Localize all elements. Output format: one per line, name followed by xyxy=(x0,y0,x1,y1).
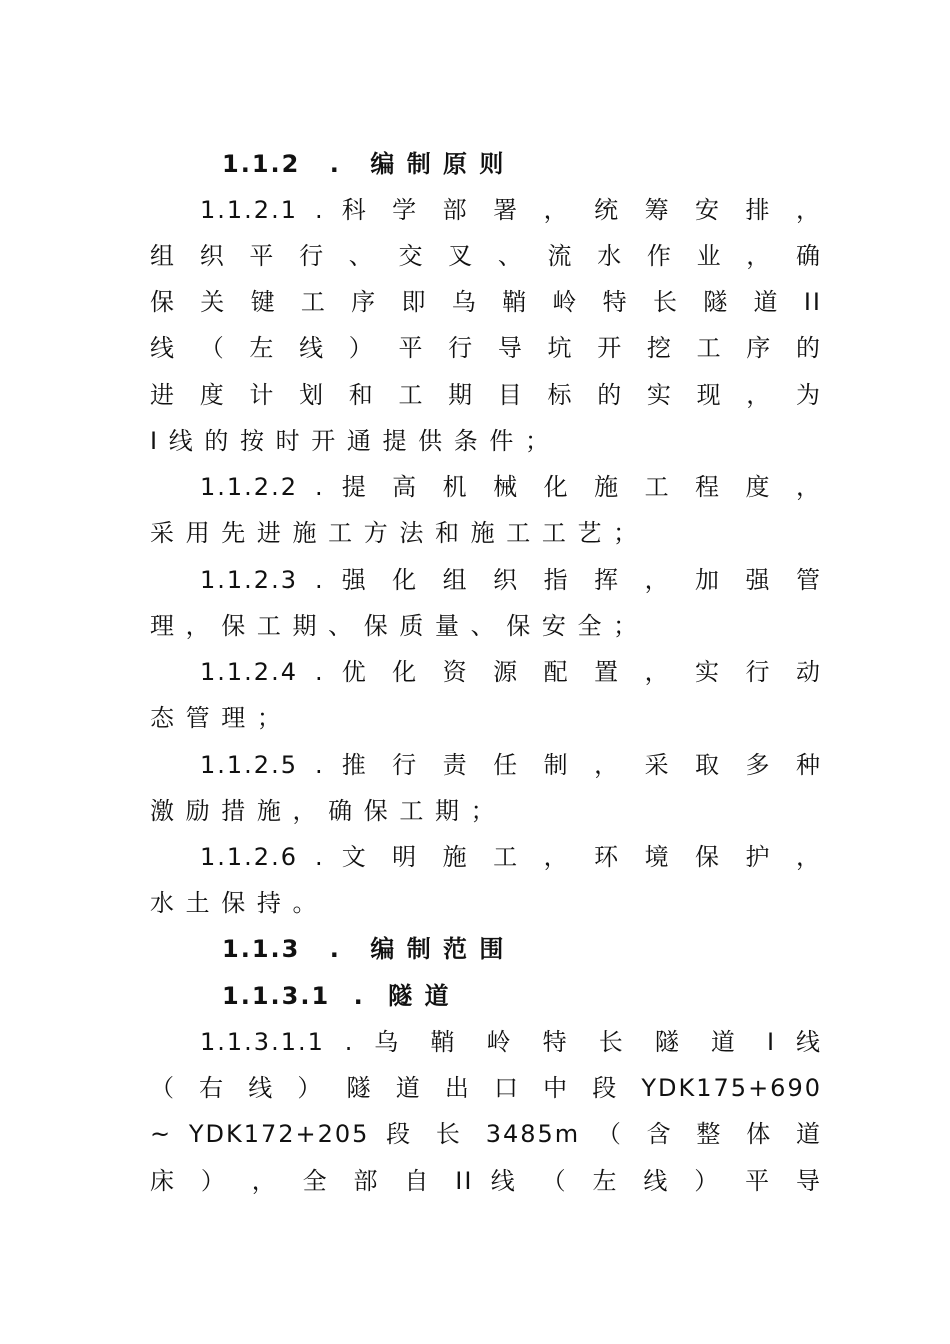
paragraph-line: 采 用 先 进 施 工 方 法 和 施 工 工 艺 ； xyxy=(150,519,640,547)
paragraph-line: 1.1.2.2 . 提 高 机 械 化 施 工 程 度 ， xyxy=(200,473,822,501)
heading-number: 1.1.3.1 xyxy=(222,982,331,1010)
paragraph-line: ~ YDK172+205 段 长 3485m （ 含 整 体 道 xyxy=(150,1120,822,1148)
paragraph-line: 1.1.2.1 . 科 学 部 署 ， 统 筹 安 排 ， xyxy=(200,196,822,224)
paragraph-line: 组 织 平 行 、 交 叉 、 流 水 作 业 ， 确 xyxy=(150,242,822,270)
paragraph-line: 线 （ 左 线 ） 平 行 导 坑 开 挖 工 序 的 xyxy=(150,334,822,362)
heading-number: 1.1.3 xyxy=(222,935,301,963)
heading-number: 1.1.2 xyxy=(222,150,301,178)
heading-title: 编 制 原 则 xyxy=(370,150,506,178)
paragraph-line: 1.1.2.4 . 优 化 资 源 配 置 ， 实 行 动 xyxy=(200,658,822,686)
section-heading-1-1-2 xyxy=(222,141,505,187)
section-heading-1-1-3-1 xyxy=(222,973,451,1019)
paragraph-line: 理 ， 保 工 期 、 保 质 量 、 保 安 全 ； xyxy=(150,612,640,640)
paragraph-line: 1.1.2.6 . 文 明 施 工 ， 环 境 保 护 ， xyxy=(200,843,822,871)
paragraph-line: 水 土 保 持 。 xyxy=(150,889,319,917)
heading-title: 隧 道 xyxy=(388,982,451,1010)
heading-title: 编 制 范 围 xyxy=(370,935,506,963)
heading-separator: . xyxy=(353,982,365,1010)
paragraph-line: （ 右 线 ） 隧 道 出 口 中 段 YDK175+690 xyxy=(150,1074,822,1102)
paragraph-line: 床 ） ， 全 部 自 II 线 （ 左 线 ） 平 导 xyxy=(150,1167,822,1195)
paragraph-line: 进 度 计 划 和 工 期 目 标 的 实 现 ， 为 xyxy=(150,381,822,409)
paragraph-line: 保 关 键 工 序 即 乌 鞘 岭 特 长 隧 道 II xyxy=(150,288,822,316)
paragraph-line: 态 管 理 ； xyxy=(150,704,283,732)
heading-separator: . xyxy=(329,150,341,178)
paragraph-line: 1.1.2.3 . 强 化 组 织 指 挥 ， 加 强 管 xyxy=(200,566,822,594)
section-heading-1-1-3 xyxy=(222,926,505,972)
paragraph-line: 激 励 措 施 ， 确 保 工 期 ； xyxy=(150,797,497,825)
paragraph-line: 1.1.2.5 . 推 行 责 任 制 ， 采 取 多 种 xyxy=(200,751,822,779)
paragraph-line: I 线 的 按 时 开 通 提 供 条 件 ； xyxy=(150,427,551,455)
paragraph-line: 1.1.3.1.1 . 乌 鞘 岭 特 长 隧 道 I 线 xyxy=(200,1028,822,1056)
heading-separator: . xyxy=(329,935,341,963)
